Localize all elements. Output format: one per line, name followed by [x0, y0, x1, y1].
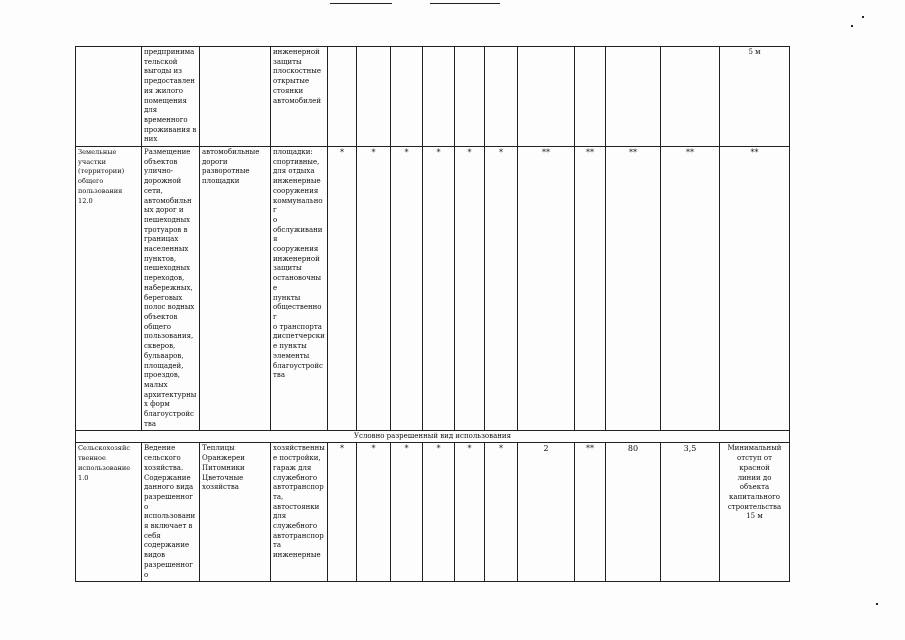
cell-mark: * — [391, 443, 423, 582]
scan-artifact-line — [330, 3, 392, 4]
cell-mark: * — [423, 147, 455, 431]
cell-mark: ** — [661, 147, 720, 431]
cell-param — [485, 47, 518, 147]
cell-auxiliary: инженерной защиты плоскостные открытые стоянки автомобилей — [271, 47, 328, 147]
cell-name — [76, 47, 142, 147]
cell-mark: * — [423, 443, 455, 582]
cell-param — [391, 47, 423, 147]
cell-value: 80 — [606, 443, 661, 582]
cell-mark: ** — [518, 147, 575, 431]
cell-param — [606, 47, 661, 147]
section-header-row — [76, 431, 790, 443]
cell-note: 5 м — [720, 47, 790, 147]
scan-artifact-line — [430, 3, 500, 4]
cell-mark: * — [328, 147, 357, 431]
cell-mark: * — [455, 443, 485, 582]
cell-param — [575, 47, 606, 147]
cell-value: 3,5 — [661, 443, 720, 582]
cell-auxiliary: площадки: спортивные, для отдыха инженерные сооружения коммунальног о обслуживания сооружения инженерной защиты остановочные пункты общественног о транспорта диспетчерски е пункты элементы благоустройс тва — [271, 147, 328, 431]
cell-name: Сельскохозяйс твенное использование 1.0 — [76, 443, 142, 582]
cell-description: Ведение сельского хозяйства. Содержание данного вида разрешенного использовани я включает в себя содержание видов разрешенного — [142, 443, 200, 582]
cell-mark: * — [357, 443, 391, 582]
table-row — [76, 47, 790, 147]
cell-permitted: Теплицы Оранжереи Питомники Цветочные хозяйства — [200, 443, 271, 582]
scan-artifact-dot — [876, 603, 878, 605]
cell-auxiliary: хозяйственны е постройки, гараж для служебного автотранспор та, автостоянки для служебного автотранспор та инженерные — [271, 443, 328, 582]
cell-value: 2 — [518, 443, 575, 582]
cell-mark: ** — [720, 147, 790, 431]
table-row — [76, 443, 790, 582]
cell-name: Земельные участки (территории) общего пользования 12.0 — [76, 147, 142, 431]
cell-permitted — [200, 47, 271, 147]
cell-param — [661, 47, 720, 147]
cell-mark: ** — [575, 147, 606, 431]
cell-param — [423, 47, 455, 147]
cell-mark: * — [357, 147, 391, 431]
cell-mark: ** — [606, 147, 661, 431]
cell-mark: * — [485, 443, 518, 582]
cell-param — [328, 47, 357, 147]
section-header: Условно разрешенный вид использования — [76, 431, 790, 443]
cell-param — [518, 47, 575, 147]
cell-mark: * — [391, 147, 423, 431]
cell-mark: * — [485, 147, 518, 431]
cell-mark: * — [328, 443, 357, 582]
cell-description: предпринима тельской выгоды из предоставлен ия жилого помещения для временного проживания в них — [142, 47, 200, 147]
cell-param — [455, 47, 485, 147]
table-row — [76, 147, 790, 431]
cell-note: Минимальный отступ от красной линии до объекта капитального строительства 15 м — [720, 443, 790, 582]
scan-artifact-dot — [851, 25, 853, 27]
cell-permitted: автомобильные дороги разворотные площадки — [200, 147, 271, 431]
cell-mark: ** — [575, 443, 606, 582]
cell-param — [357, 47, 391, 147]
land-use-regulations-table — [75, 46, 790, 582]
cell-description: Размещение объектов улично- дорожной сети, автомобильн ых дорог и пешеходных тротуаров в границах населенных пунктов, пешеходных переходов, набережных, береговых полос водных объектов общего пользования, скверов, бульваров, площадей, проездов, малых архитектурны х форм благоустройс тва — [142, 147, 200, 431]
scan-artifact-dot — [862, 16, 864, 18]
cell-mark: * — [455, 147, 485, 431]
